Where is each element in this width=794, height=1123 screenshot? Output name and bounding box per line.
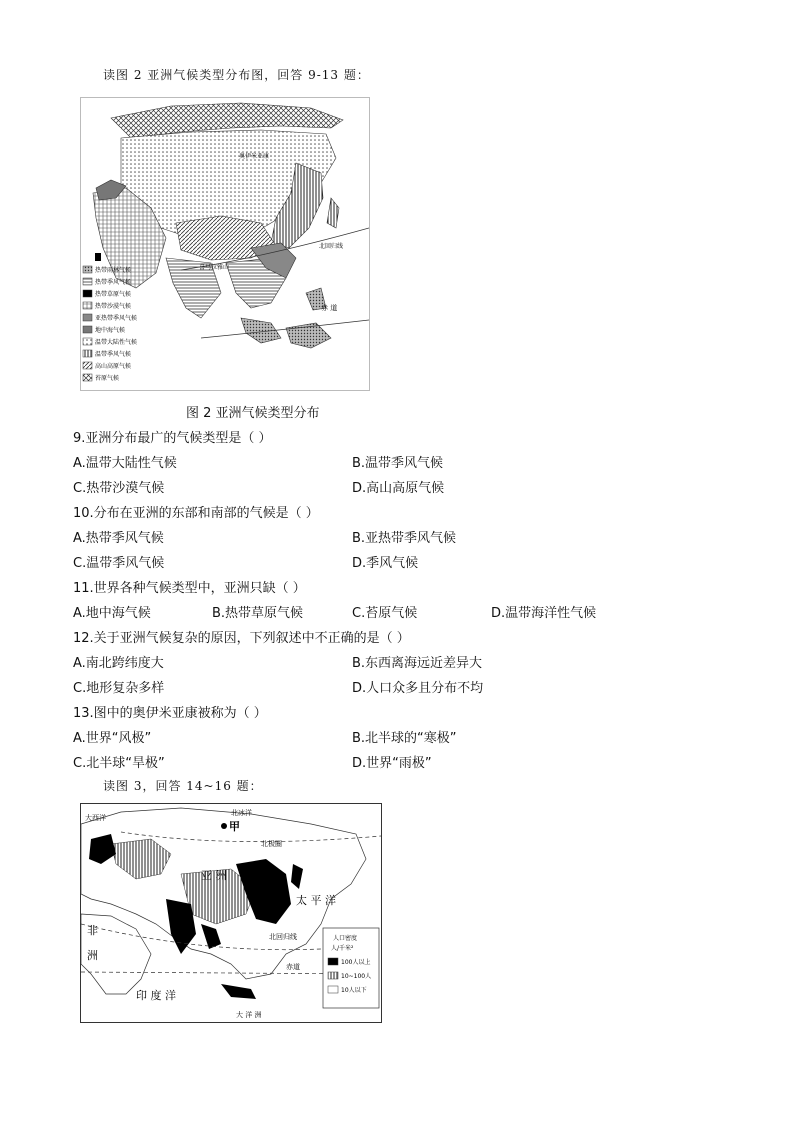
question-11-option-b: B.热带草原气候: [212, 606, 304, 621]
point-jia: [221, 823, 227, 829]
question-10-option-a: A.热带季风气候: [73, 531, 164, 546]
legend-item: 苔原气候: [95, 375, 120, 382]
question-13-stem: 13.图中的奥伊米亚康被称为（ ）: [73, 706, 267, 721]
label-africa: 非: [87, 924, 98, 937]
question-12-stem: 12.关于亚洲气候复杂的原因，下列叙述中不正确的是（ ）: [73, 631, 410, 646]
legend-item: 热带沙漠气候: [95, 303, 132, 310]
question-11-option-c: C.苔原气候: [352, 606, 418, 621]
legend-item: 10人以下: [341, 987, 367, 994]
question-10-option-d: D.季风气候: [352, 556, 419, 571]
question-10-option-b: B.亚热带季风气候: [352, 531, 457, 546]
question-10-stem: 10.分布在亚洲的东部和南部的气候是（ ）: [73, 506, 319, 521]
label-asia: 亚 洲: [201, 869, 227, 882]
intro-text-1: 读图 2 亚洲气候类型分布图，回答 9-13 题：: [103, 68, 370, 82]
question-13-option-a: A.世界“风极”: [73, 731, 152, 746]
label-tropic: 北回归线: [319, 243, 344, 250]
legend-item: 地中海气候: [95, 327, 126, 334]
label-equator: 赤道: [286, 963, 300, 971]
intro-text-2: 读图 3，回答 14~16 题：: [103, 779, 263, 793]
legend-unit: 人/千米²: [331, 945, 354, 952]
question-9-option-a: A.温带大陆性气候: [73, 456, 177, 471]
question-9-option-b: B.温带季风气候: [352, 456, 444, 471]
label-arctic-circle: 北极圈: [261, 840, 282, 848]
legend-item: 亚热带季风气候: [95, 315, 138, 322]
label-mountain: 喜马拉雅山: [199, 264, 230, 271]
question-11-option-a: A.地中海气候: [73, 606, 151, 621]
question-11-option-d: D.温带海洋性气候: [491, 606, 597, 621]
figure-caption-1: 图 2 亚洲气候类型分布: [186, 406, 320, 421]
legend-item: 热带草原气候: [95, 291, 132, 298]
label-africa-2: 洲: [87, 949, 98, 962]
asia-population-map: [80, 803, 382, 1023]
question-12-option-b: B.东西离海远近差异大: [352, 656, 483, 671]
label-arctic: 北冰洋: [231, 809, 252, 817]
legend-item: 热带雨林气候: [95, 267, 132, 274]
map2-legend: [323, 928, 379, 1008]
label-equator: 赤 道: [321, 304, 338, 312]
legend-item: 100人以上: [341, 959, 371, 966]
asia-climate-map: [80, 97, 370, 391]
question-9-option-c: C.热带沙漠气候: [73, 481, 165, 496]
label-omyakon: 奥伊米亚康: [239, 153, 270, 160]
legend-item: 热带季风气候: [95, 279, 132, 286]
question-9-stem: 9.亚洲分布最广的气候类型是（ ）: [73, 431, 272, 446]
asia-climate-map-drawing: [81, 98, 369, 390]
legend-item: 温带大陆性气候: [95, 339, 138, 346]
legend-item: 10~100人: [341, 973, 372, 980]
question-13-option-d: D.世界“雨极”: [352, 756, 432, 771]
question-12-option-c: C.地形复杂多样: [73, 681, 165, 696]
question-13-option-c: C.北半球“旱极”: [73, 756, 165, 771]
question-11-stem: 11.世界各种气候类型中，亚洲只缺（ ）: [73, 581, 306, 596]
question-10-option-c: C.温带季风气候: [73, 556, 165, 571]
label-jia: 甲: [229, 820, 240, 833]
legend-item: 高山高原气候: [95, 363, 132, 370]
label-tropic: 北回归线: [269, 933, 297, 941]
question-9-option-d: D.高山高原气候: [352, 481, 445, 496]
question-13-option-b: B.北半球的“寒极”: [352, 731, 457, 746]
label-pacific: 太 平 洋: [296, 894, 336, 907]
question-12-option-a: A.南北跨纬度大: [73, 656, 164, 671]
question-12-option-d: D.人口众多且分布不均: [352, 681, 484, 696]
label-indian-ocean: 印 度 洋: [136, 989, 176, 1002]
legend-title: 人口密度: [333, 935, 358, 942]
asia-population-map-drawing: [81, 804, 381, 1022]
label-oceania: 大 洋 洲: [236, 1011, 262, 1019]
legend-item: 温带季风气候: [95, 351, 132, 358]
label-atlantic: 大西洋: [85, 814, 106, 822]
